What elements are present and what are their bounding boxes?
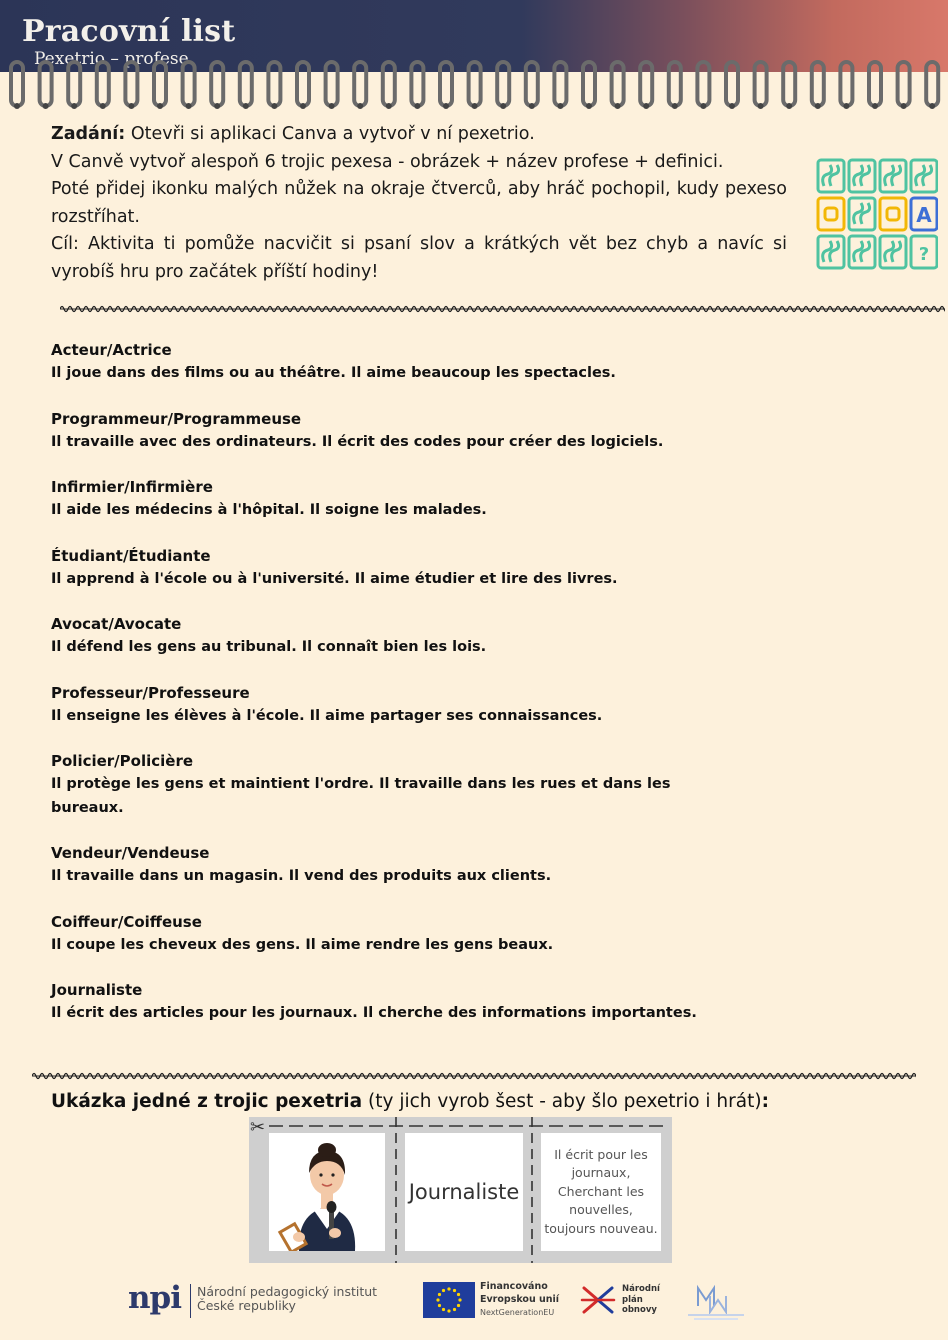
svg-text:?: ? [918, 244, 930, 265]
spiral-ring [469, 62, 481, 109]
profession-item [51, 545, 711, 592]
spiral-ring [898, 62, 910, 109]
tile [818, 198, 844, 230]
profession-description: Il aide les médecins à l'hôpital. Il soigne les malades. [51, 502, 487, 518]
spiral-ring [526, 62, 538, 109]
spiral-ring [183, 62, 195, 109]
spiral-ring [697, 62, 709, 109]
eu-star [438, 1304, 441, 1307]
profession-description: Il travaille dans un magasin. Il vend des produits aux clients. [51, 868, 552, 884]
profession-name: Vendeur/Vendeuse [51, 844, 210, 862]
profession-name: Policier/Policière [51, 752, 194, 770]
eu-star [453, 1308, 456, 1311]
sample-title-bold: Ukázka jedné z trojic pexetria [51, 1091, 363, 1112]
npo-line-2: plán [622, 1294, 643, 1305]
npi-line-1: Národní pedagogický institut [197, 1284, 378, 1299]
profession-item [51, 842, 711, 889]
profession-item [51, 339, 711, 386]
eu-funding-text [480, 1280, 559, 1319]
spiral-ring [383, 62, 395, 109]
profession-name: Journaliste [51, 981, 143, 999]
profession-item [51, 408, 711, 455]
card-image [269, 1133, 385, 1251]
task-line-2: V Canvě vytvoř alespoň 6 trojic pexesa - obrázek + název profese + definici. [51, 151, 724, 172]
divider-bottom [32, 1070, 916, 1082]
profession-name: Étudiant/Étudiante [51, 546, 211, 565]
npi-separator [190, 1284, 191, 1318]
spiral-ring [440, 62, 452, 109]
sample-title-colon: : [761, 1091, 769, 1112]
tile [880, 160, 906, 192]
tile [818, 160, 844, 192]
spiral-ring [154, 62, 166, 109]
spiral-ring [497, 62, 509, 109]
card-definition-text: Il écrit pour les journaux, Cherchant les nouvelles, toujours nouveau. [544, 1146, 658, 1236]
spiral-ring [640, 62, 652, 109]
spiral-ring [726, 62, 738, 109]
spiral-ring [669, 62, 681, 109]
task-label: Zadání: [51, 124, 126, 144]
spiral-ring [125, 62, 137, 109]
spiral-ring [926, 62, 938, 109]
footer-logos [0, 1270, 948, 1330]
eu-star [436, 1298, 439, 1301]
svg-text:A: A [916, 203, 932, 227]
profession-name: Infirmier/Infirmière [51, 478, 213, 496]
npi-logo: npi [128, 1280, 181, 1316]
profession-name: Coiffeur/Coiffeuse [51, 912, 202, 931]
profession-description: Il joue dans des films ou au théâtre. Il aime beaucoup les spectacles. [51, 365, 616, 381]
profession-description: Il enseigne les élèves à l'école. Il aime partager ses connaissances. [51, 707, 603, 724]
eu-star [442, 1308, 445, 1311]
spiral-ring [268, 62, 280, 109]
profession-description: Il travaille avec des ordinateurs. Il écrit des codes pour créer des logiciels. [51, 433, 664, 450]
eu-star [442, 1289, 445, 1292]
spiral-ring [97, 62, 109, 109]
tile [818, 236, 844, 268]
eu-star [438, 1293, 441, 1296]
spiral-ring [297, 62, 309, 109]
sample-title [51, 1091, 769, 1112]
spiral-ring [783, 62, 795, 109]
profession-name: Avocat/Avocate [51, 615, 182, 633]
journalist-illustration-icon [269, 1133, 385, 1251]
tile [849, 236, 875, 268]
spiral-ring [354, 62, 366, 109]
sample-cards [249, 1117, 672, 1263]
profession-name: Professeur/Professeure [51, 683, 250, 702]
eu-line-3: NextGenerationEU [480, 1308, 555, 1317]
eu-star [447, 1287, 450, 1290]
tile [849, 198, 875, 230]
spiral-ring [40, 62, 52, 109]
sample-title-rest: (ty jich vyrob šest - aby šlo pexetrio i hrát) [362, 1091, 762, 1112]
tile [911, 160, 937, 192]
profession-description: Il protège les gens et maintient l'ordre. Il travaille dans les rues et dans les bureaux. [51, 776, 671, 816]
eu-star [447, 1309, 450, 1312]
npo-text [622, 1284, 660, 1316]
npi-text [197, 1285, 377, 1313]
spiral-ring [840, 62, 852, 109]
profession-item [51, 750, 711, 820]
page-title: Pracovní list [22, 14, 236, 49]
tile [880, 198, 906, 230]
npo-line-3: obnovy [622, 1305, 657, 1315]
profession-name: Acteur/Actrice [51, 341, 172, 359]
scissors-icon: ✂ [250, 1117, 266, 1138]
spiral-ring [755, 62, 767, 109]
spiral-binding [0, 58, 948, 112]
npo-logo-icon [580, 1282, 616, 1318]
tile [911, 198, 937, 230]
spiral-ring [11, 62, 23, 109]
card-name-text: Journaliste [408, 1180, 520, 1204]
spiral-ring [211, 62, 223, 109]
npi-line-2: České republiky [197, 1298, 296, 1313]
npo-line-1: Národní [622, 1284, 660, 1294]
spiral-ring [326, 62, 338, 109]
eu-line-2: Evropskou unií [480, 1294, 560, 1305]
eu-star [457, 1304, 460, 1307]
eu-star [457, 1293, 460, 1296]
profession-description: Il apprend à l'école ou à l'université. Il aime étudier et lire des livres. [51, 570, 618, 587]
spiral-ring [583, 62, 595, 109]
profession-item [51, 613, 711, 660]
task-line-1: Otevři si aplikaci Canva a vytvoř v ní pexetrio. [125, 124, 535, 144]
spiral-ring [240, 62, 252, 109]
card-name [405, 1133, 523, 1251]
profession-item [51, 476, 711, 523]
eu-line-1: Financováno [480, 1281, 548, 1292]
task-line-4: Cíl: Aktivita ti pomůže nacvičit si psaní slov a krátkých vět bez chyb a navíc si vyrobíš hru pro začátek příští hodiny! [51, 234, 787, 282]
divider-top [60, 303, 945, 315]
professions-list [51, 339, 711, 1048]
tile [849, 160, 875, 192]
profession-item [51, 911, 711, 958]
spiral-ring [68, 62, 80, 109]
task-instructions [51, 121, 787, 286]
card-definition [541, 1133, 661, 1251]
eu-star [453, 1289, 456, 1292]
profession-description: Il coupe les cheveux des gens. Il aime rendre les gens beaux. [51, 936, 554, 953]
spiral-ring [612, 62, 624, 109]
profession-description: Il écrit des articles pour les journaux. Il cherche des informations importantes. [51, 1005, 697, 1021]
spiral-ring [554, 62, 566, 109]
spiral-ring [812, 62, 824, 109]
profession-name: Programmeur/Programmeuse [51, 409, 302, 428]
eu-flag-icon [423, 1282, 475, 1318]
profession-item [51, 979, 711, 1026]
tile [911, 236, 937, 268]
msmt-logo-icon [684, 1278, 748, 1322]
tile [880, 236, 906, 268]
spiral-ring [411, 62, 423, 109]
profession-item [51, 682, 711, 729]
task-line-3: Poté přidej ikonku malých nůžek na okraje čtverců, aby hráč pochopil, kudy pexeso rozstříhat. [51, 179, 787, 227]
page-subtitle: Pexetrio – profese [34, 49, 189, 69]
eu-star [458, 1298, 461, 1301]
profession-description: Il défend les gens au tribunal. Il connaît bien les lois. [51, 639, 487, 655]
pexeso-tiles-icon [816, 158, 938, 270]
spiral-ring [869, 62, 881, 109]
